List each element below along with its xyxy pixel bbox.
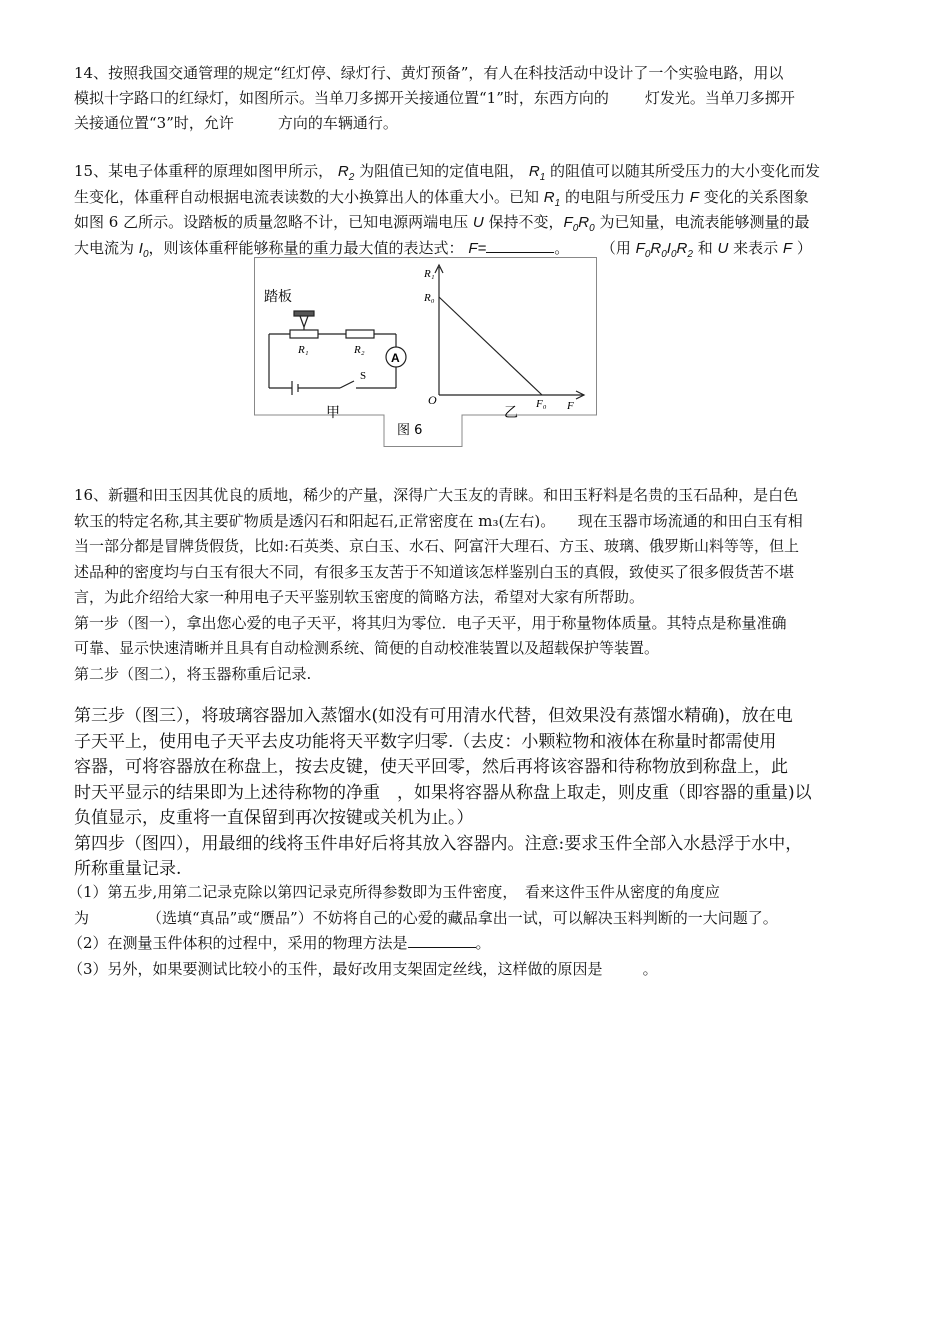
q16-step1-line: 可靠、显示快速清晰并且具有自动检测系统、简便的自动校准装置以及超载保护等装置。 — [74, 639, 660, 657]
figure-6 — [254, 257, 597, 447]
q16-step3-line: 第三步（图三），将玻璃容器加入蒸馏水(如没有可用清水代替，但效果没有蒸馏水精确)，放在电 — [74, 706, 793, 726]
subq-3-text: （3）另外，如果要测试比较小的玉件，最好改用支架固定丝线，这样做的原因是 — [68, 959, 603, 978]
q14-line2 — [74, 86, 882, 112]
q16-step3-line: 负值显示，皮重将一直保留到再次按键或关机为止。） — [74, 808, 474, 828]
q15-text: 。 — [554, 239, 570, 257]
q15-text: 和 — [697, 239, 713, 257]
var-f0: F — [563, 214, 573, 231]
q16-step2: 第二步（图二），将玉器称重后记录. — [74, 664, 312, 683]
axis-y-label: R₁ — [424, 268, 435, 280]
var-f: F — [689, 189, 699, 206]
q15-text: 如图 6 乙所示。设踏板的质量忽略不计，已知电源两端电压 — [74, 213, 469, 231]
r2-label: R₂ — [354, 344, 365, 356]
var-f0: F — [635, 240, 645, 257]
var-r1: R — [528, 163, 540, 180]
q14-line2-text: 模拟十字路口的红绿灯，如图所示。当单刀多掷开关接通位置“1”时，东西方向的 — [74, 89, 609, 107]
ammeter-label: A — [391, 351, 400, 365]
origin-label: O — [428, 393, 437, 407]
axis-x-label: F — [567, 400, 574, 412]
var-r1: R — [543, 189, 555, 206]
sub-0: 0 — [572, 223, 579, 234]
var-r2: R — [676, 240, 688, 257]
q16-line: 言，为此介绍给大家一种用电子天平鉴别软玉密度的简略方法，希望对大家有所帮助。 — [74, 588, 645, 606]
var-f: F — [782, 240, 793, 257]
figure-caption: 图 6 — [397, 423, 423, 438]
var-r2: R — [337, 163, 349, 180]
q16-step4-line: 第四步（图四），用最细的线将玉件串好后将其放入容器内。注意:要求玉件全部入水悬浮于水中， — [74, 833, 803, 854]
var-i0: I — [666, 240, 671, 257]
q16-line: 16、新疆和田玉因其优良的质地，稀少的产量，深得广大玉友的青睐。和田玉籽料是名贵的玉石品种，是白色 — [74, 486, 799, 504]
q15-text: 变化的关系图象 — [703, 188, 809, 206]
sub-0: 0 — [661, 249, 667, 260]
q14-line3-tail: 方向的车辆通行。 — [277, 114, 398, 132]
q16-line: 当一部分都是冒牌货假货，比如:石英类、京白玉、水石、阿富汗大理石、方玉、玻璃、俄罗斯山料等等，但上 — [74, 537, 800, 555]
sub-2: 2 — [348, 172, 355, 183]
subq-3 — [68, 957, 876, 983]
q16-step3-line: 子天平上，使用电子天平去皮功能将天平数字归零.（去皮：小颗粒物和液体在称量时都需使用 — [74, 731, 777, 752]
r0-label: R₀ — [424, 292, 435, 304]
graph-r1-vs-f — [435, 265, 584, 399]
var-f-eq: F= — [468, 240, 487, 257]
pedal-plate — [294, 311, 314, 316]
resistor-r1 — [290, 330, 318, 338]
subq-1-line1: （1）第五步,用第二记录克除以第四记录克所得参数即为玉件密度， 看来这件玉件从密度的角度应 — [68, 883, 720, 901]
q15-text: ） — [796, 239, 812, 257]
q14-line1: 14、按照我国交通管理的规定“红灯停、绿灯行、黄灯预备”，有人在科技活动中设计了一个实验电路，用以 — [74, 64, 784, 82]
sub-0: 0 — [142, 249, 149, 260]
yi-label: 乙 — [504, 405, 518, 421]
q15-text: 15、某电子体重秤的原理如图甲所示， — [74, 162, 334, 180]
q16-line: 述品种的密度均与白玉有很大不同，有很多玉友苦于不知道该怎样鉴别白玉的真假，致使买了很多假货苦不堪 — [74, 562, 795, 581]
sub-0: 0 — [670, 249, 677, 260]
q14-line3 — [74, 111, 882, 137]
sub-0: 0 — [589, 223, 595, 234]
subq-1-text: （选填“真品”或“赝品”）不妨将自己的心爱的藏品拿出一试，可以解决玉料判断的一大问题了。 — [147, 908, 778, 927]
var-u: U — [717, 240, 729, 257]
q14-line3-text: 关接通位置“3”时，允许 — [74, 114, 234, 132]
q14-line2-tail: 灯发光。当单刀多掷开 — [644, 89, 795, 107]
jia-label: 甲 — [326, 405, 340, 421]
var-r0: R — [578, 214, 590, 231]
q16-step3-line: 容器，可将容器放在称盘上，按去皮键，使天平回零，然后再将该容器和待称物放到称盘上，此 — [74, 757, 788, 777]
answer-blank[interactable] — [408, 947, 476, 948]
q16-step3 — [74, 704, 882, 883]
q15-text: 为阻值已知的定值电阻， — [359, 162, 525, 180]
switch — [340, 381, 354, 388]
circuit-diagram — [269, 311, 406, 395]
q15-text: 的阻值可以随其所受压力的大小变化而发 — [550, 162, 821, 180]
q16-line: 软玉的特定名称,其主要矿物质是透闪石和阳起石,正常密度在 m₃(左右)。 现在玉器市场流通的和田白玉有相 — [74, 511, 803, 530]
sub-1: 1 — [554, 198, 561, 209]
q15-text: 大电流为 — [74, 239, 135, 257]
subq-2-text: 。 — [475, 934, 491, 952]
var-r0: R — [650, 240, 662, 257]
var-u: U — [472, 214, 484, 231]
q15-text: ，则该体重秤能够称量的重力最大值的表达式： — [148, 239, 464, 257]
sub-1: 1 — [539, 172, 546, 183]
q15-text: 来表示 — [733, 239, 779, 257]
subq-2-text: （2）在测量玉件体积的过程中，采用的物理方法是 — [68, 934, 408, 952]
q15-text: 保持不变， — [488, 213, 564, 231]
var-i0: I — [138, 240, 143, 257]
subq-2 — [68, 931, 876, 957]
switch-label: S — [360, 370, 367, 382]
answer-blank[interactable] — [486, 252, 554, 253]
q16-subquestions — [68, 880, 876, 982]
resistor-r2 — [346, 330, 374, 338]
subq-1-text: 为 — [74, 908, 90, 927]
q16-step4-line: 所称重量记录. — [74, 859, 182, 879]
q15-text: 生变化，体重秤自动根据电流表读数的大小换算出人的体重大小。已知 — [74, 188, 540, 206]
sub-2: 2 — [687, 249, 693, 260]
q15-text: 为已知量，电流表能够测量的最 — [599, 213, 810, 231]
q15-text: 的电阻与所受压力 — [564, 188, 685, 206]
q16-step3-line: 时天平显示的结果即为上述待称物的净重 ，如果将容器从称盘上取走，则皮重（即容器的重量)以 — [74, 782, 812, 803]
q16-paragraph — [74, 483, 882, 687]
subq-1-line2 — [68, 906, 876, 932]
f0-label: F₀ — [536, 398, 547, 410]
q16-step1-line: 第一步（图一），拿出您心爱的电子天平，将其归为零位．电子天平，用于称量物体质量。其特点是称量准确 — [74, 613, 787, 632]
r1-label: R₁ — [298, 344, 309, 356]
subq-3-text: 。 — [642, 959, 658, 978]
r1-line — [439, 297, 542, 395]
sub-0: 0 — [644, 249, 651, 260]
pedal-label: 踏板 — [264, 289, 292, 305]
q15-text: （用 — [600, 239, 631, 257]
